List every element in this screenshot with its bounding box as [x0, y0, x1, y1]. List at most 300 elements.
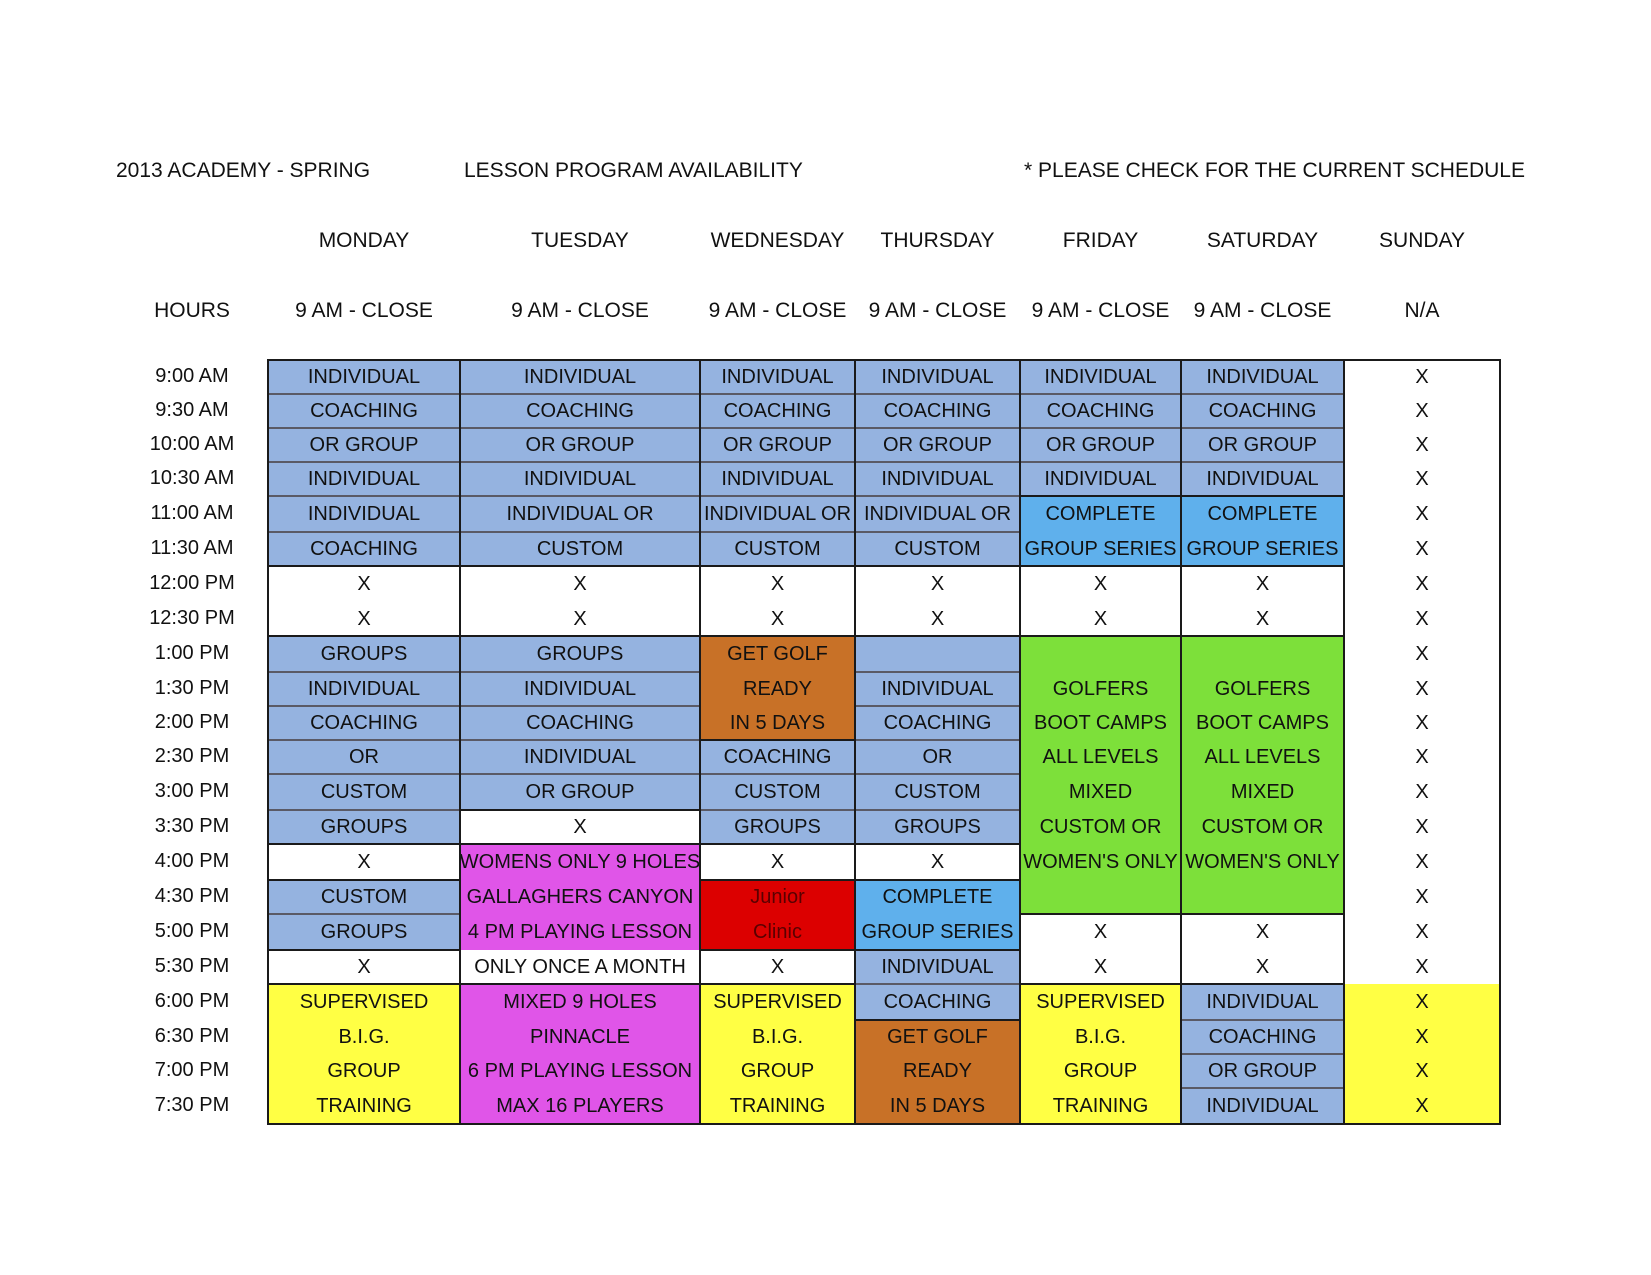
cell-text: COACHING: [883, 990, 992, 1013]
cell-text: COACHING: [883, 711, 992, 734]
schedule-cell: [460, 810, 700, 844]
schedule-cell: [1020, 566, 1181, 602]
cell-text: X: [1415, 920, 1429, 943]
schedule-cell: [855, 462, 1020, 496]
schedule-cell: [460, 462, 700, 496]
time-label: 4:30 PM: [154, 885, 230, 907]
schedule-cell: [268, 880, 460, 914]
schedule-cell: [700, 1020, 855, 1054]
cell-text: INDIVIDUAL: [1044, 467, 1157, 490]
day-header-tuesday: TUESDAY: [531, 229, 629, 252]
hours-label: HOURS: [154, 299, 230, 322]
schedule-cell: [268, 774, 460, 810]
cell-text: OR GROUP: [1208, 1059, 1317, 1082]
row-divider: [268, 427, 460, 429]
cell-text: 4 PM PLAYING LESSON: [467, 920, 693, 943]
schedule-cell: [460, 984, 700, 1020]
schedule-cell: [1181, 566, 1344, 602]
time-label: 1:30 PM: [154, 677, 230, 699]
cell-text: INDIVIDUAL: [307, 467, 421, 490]
cell-text: X: [1415, 1059, 1429, 1082]
cell-text: X: [357, 607, 371, 630]
cell-text: OR GROUP: [1208, 433, 1317, 456]
cell-text: INDIVIDUAL: [1206, 1094, 1319, 1117]
schedule-cell: [1344, 428, 1500, 462]
schedule-cell: [1344, 1020, 1500, 1054]
cell-text: X: [1415, 365, 1429, 388]
page-subtitle: LESSON PROGRAM AVAILABILITY: [464, 159, 803, 182]
row-divider: [855, 427, 1020, 429]
schedule-cell: [268, 602, 460, 636]
row-divider: [460, 461, 700, 463]
cell-text: X: [1415, 642, 1429, 665]
time-label: 9:30 AM: [155, 399, 229, 421]
cell-text: COMPLETE: [882, 885, 993, 908]
schedule-cell: [1344, 1054, 1500, 1088]
schedule-cell: [268, 914, 460, 950]
cell-text: ALL LEVELS: [1204, 745, 1321, 768]
schedule-cell: [1181, 428, 1344, 462]
cell-text: GROUPS: [536, 642, 624, 665]
cell-text: X: [573, 815, 587, 838]
cell-text: COACHING: [1208, 1025, 1317, 1048]
schedule-cell: [1344, 740, 1500, 774]
schedule-cell: [1020, 950, 1181, 984]
schedule-cell: [1020, 1020, 1181, 1054]
schedule-cell: [1181, 462, 1344, 496]
cell-text: READY: [903, 1059, 972, 1082]
schedule-cell: [460, 496, 700, 532]
schedule-cell: [460, 740, 700, 774]
schedule-cell: [700, 566, 855, 602]
schedule-cell: [268, 566, 460, 602]
day-header-wednesday: WEDNESDAY: [710, 229, 845, 252]
cell-text: WOMENS ONLY 9 HOLES: [460, 850, 700, 873]
cell-text: X: [1415, 677, 1429, 700]
cell-text: X: [1415, 1025, 1429, 1048]
cell-text: X: [1415, 433, 1429, 456]
schedule-cell: [460, 1088, 700, 1124]
schedule-cell: [460, 636, 700, 672]
schedule-cell: [700, 636, 855, 672]
cell-text: COACHING: [1208, 399, 1317, 422]
schedule-cell: [1181, 1088, 1344, 1124]
schedule-cell: [700, 602, 855, 636]
schedule-cell: [1020, 636, 1181, 672]
schedule-cell: [268, 1054, 460, 1088]
schedule-cell: [855, 636, 1020, 672]
row-divider: [268, 461, 460, 463]
cell-text: COACHING: [310, 399, 418, 422]
cell-text: COACHING: [1046, 399, 1155, 422]
day-hours-thursday: 9 AM - CLOSE: [868, 299, 1007, 322]
cell-text: GROUPS: [320, 815, 408, 838]
schedule-cell: [855, 1088, 1020, 1124]
cell-text: X: [1093, 920, 1108, 943]
cell-text: X: [1255, 955, 1270, 978]
schedule-cell: [1020, 774, 1181, 810]
row-divider: [855, 393, 1020, 395]
day-hours-tuesday: 9 AM - CLOSE: [511, 299, 649, 322]
day-header-saturday: SATURDAY: [1206, 229, 1319, 252]
cell-text: INDIVIDUAL OR: [506, 502, 654, 525]
schedule-cell: [855, 810, 1020, 844]
schedule-cell: [1181, 360, 1344, 394]
time-label: 3:30 PM: [154, 815, 230, 837]
schedule-cell: [1344, 984, 1500, 1020]
schedule-cell: [700, 672, 855, 706]
schedule-cell: [1344, 532, 1500, 566]
schedule-cell: [268, 360, 460, 394]
cell-text: GALLAGHERS CANYON: [466, 885, 694, 908]
cell-text: X: [1415, 850, 1429, 873]
row-divider: [460, 531, 700, 533]
cell-text: X: [1093, 572, 1108, 595]
row-divider: [268, 705, 460, 707]
row-divider: [700, 427, 855, 429]
schedule-cell: [1020, 394, 1181, 428]
time-label: 7:30 PM: [154, 1094, 230, 1116]
cell-text: GROUP: [327, 1059, 401, 1082]
schedule-cell: [268, 462, 460, 496]
cell-text: INDIVIDUAL: [881, 677, 994, 700]
schedule-cell: [1020, 810, 1181, 844]
row-divider: [268, 913, 460, 915]
schedule-cell: [855, 566, 1020, 602]
cell-text: READY: [743, 677, 812, 700]
schedule-cell: [1181, 496, 1344, 532]
cell-text: CUSTOM: [894, 537, 981, 560]
schedule-cell: [855, 774, 1020, 810]
schedule-cell: [1181, 880, 1344, 914]
cell-text: INDIVIDUAL: [881, 955, 994, 978]
cell-text: X: [930, 607, 945, 630]
schedule-cell: [700, 532, 855, 566]
cell-text: X: [1415, 745, 1429, 768]
schedule-cell: [855, 984, 1020, 1020]
schedule-cell: [268, 496, 460, 532]
cell-text: OR GROUP: [525, 433, 635, 456]
row-divider: [855, 809, 1020, 811]
schedule-cell: [1181, 844, 1344, 880]
day-header-sunday: SUNDAY: [1379, 229, 1465, 252]
cell-text: X: [1415, 711, 1429, 734]
row-divider: [855, 495, 1020, 497]
row-divider: [855, 531, 1020, 533]
cell-text: X: [573, 607, 587, 630]
row-divider: [268, 393, 460, 395]
schedule-cell: [700, 1088, 855, 1124]
cell-text: X: [357, 850, 371, 873]
schedule-cell: [1344, 394, 1500, 428]
cell-text: GROUP SERIES: [861, 920, 1014, 943]
cell-text: X: [1255, 607, 1270, 630]
schedule-cell: [268, 636, 460, 672]
cell-text: IN 5 DAYS: [729, 711, 826, 734]
cell-text: INDIVIDUAL: [523, 745, 637, 768]
cell-text: INDIVIDUAL: [523, 365, 637, 388]
schedule-cell: [1344, 706, 1500, 740]
cell-text: INDIVIDUAL: [1044, 365, 1157, 388]
cell-text: GET GOLF: [887, 1025, 988, 1048]
cell-text: CUSTOM: [536, 537, 624, 560]
cell-text: WOMEN'S ONLY: [1023, 850, 1178, 873]
cell-text: INDIVIDUAL: [307, 365, 421, 388]
schedule-cell: [1020, 496, 1181, 532]
cell-text: CUSTOM: [894, 780, 981, 803]
cell-text: SUPERVISED: [1036, 990, 1165, 1013]
cell-text: BOOT CAMPS: [1196, 711, 1329, 734]
schedule-cell: [1020, 880, 1181, 914]
cell-text: MIXED: [1068, 780, 1133, 803]
row-divider: [700, 393, 855, 395]
schedule-cell: [1344, 462, 1500, 496]
day-hours-sunday: N/A: [1404, 299, 1440, 322]
row-divider: [855, 705, 1020, 707]
row-divider: [1020, 393, 1181, 395]
cell-text: INDIVIDUAL: [721, 365, 834, 388]
schedule-cell: [460, 950, 700, 984]
cell-text: X: [1415, 1094, 1429, 1117]
cell-text: TRAINING: [316, 1094, 412, 1117]
cell-text: INDIVIDUAL: [881, 467, 994, 490]
cell-text: GOLFERS: [1214, 677, 1311, 700]
row-divider: [268, 531, 460, 533]
cell-text: X: [1093, 955, 1108, 978]
schedule-cell: [1344, 880, 1500, 914]
time-label: 12:00 PM: [149, 572, 235, 594]
schedule-cell: [1181, 706, 1344, 740]
row-divider: [1181, 461, 1344, 463]
schedule-cell: [1181, 740, 1344, 774]
row-divider: [855, 739, 1020, 741]
cell-text: X: [1093, 607, 1108, 630]
row-divider: [268, 739, 460, 741]
time-label: 11:30 AM: [150, 537, 234, 559]
schedule-cell: [268, 394, 460, 428]
cell-text: X: [770, 955, 785, 978]
schedule-cell: [1181, 394, 1344, 428]
time-label: 1:00 PM: [154, 642, 230, 664]
cell-text: OR GROUP: [883, 433, 992, 456]
schedule-cell: [1020, 428, 1181, 462]
schedule-cell: [460, 602, 700, 636]
cell-text: X: [573, 572, 587, 595]
schedule-cell: [268, 844, 460, 880]
schedule-cell: [268, 810, 460, 844]
schedule-cell: [1344, 602, 1500, 636]
schedule-cell: [700, 360, 855, 394]
schedule-cell: [1344, 914, 1500, 950]
schedule-cell: [700, 394, 855, 428]
cell-text: COMPLETE: [1207, 502, 1318, 525]
cell-text: ONLY ONCE A MONTH: [474, 955, 686, 978]
row-divider: [855, 983, 1020, 985]
cell-text: GROUPS: [894, 815, 981, 838]
schedule-cell: [700, 428, 855, 462]
cell-text: COACHING: [310, 711, 418, 734]
cell-text: INDIVIDUAL: [1206, 990, 1319, 1013]
cell-text: X: [930, 572, 945, 595]
cell-text: GROUPS: [320, 920, 408, 943]
schedule-cell: [700, 462, 855, 496]
schedule-cell: [268, 740, 460, 774]
schedule-cell: [855, 672, 1020, 706]
time-label: 3:00 PM: [154, 780, 230, 802]
schedule-cell: [700, 740, 855, 774]
schedule-cell: [855, 706, 1020, 740]
schedule-cell: [1181, 984, 1344, 1020]
cell-text: GROUPS: [320, 642, 408, 665]
cell-text: IN 5 DAYS: [889, 1094, 986, 1117]
row-divider: [855, 461, 1020, 463]
cell-text: OR: [922, 745, 953, 768]
schedule-cell: [700, 880, 855, 914]
cell-text: X: [1415, 990, 1429, 1013]
schedule-cell: [460, 1020, 700, 1054]
schedule-cell: [855, 844, 1020, 880]
time-label: 2:00 PM: [154, 711, 230, 733]
time-label: 7:00 PM: [154, 1059, 230, 1081]
schedule-cell: [1344, 566, 1500, 602]
schedule-cell: [1344, 636, 1500, 672]
cell-text: COACHING: [723, 399, 832, 422]
cell-text: COACHING: [526, 399, 634, 422]
cell-text: INDIVIDUAL: [1206, 365, 1319, 388]
time-label: 4:00 PM: [154, 850, 230, 872]
schedule-cell: [700, 844, 855, 880]
schedule-cell: [1344, 774, 1500, 810]
cell-text: PINNACLE: [529, 1025, 631, 1048]
time-label: 5:30 PM: [154, 955, 230, 977]
schedule-cell: [1344, 496, 1500, 532]
schedule-cell: [700, 914, 855, 950]
cell-text: X: [357, 572, 371, 595]
day-header-thursday: THURSDAY: [880, 229, 995, 252]
schedule-cell: [855, 496, 1020, 532]
schedule-cell: [1181, 1054, 1344, 1088]
schedule-cell: [700, 810, 855, 844]
schedule-cell: [1020, 984, 1181, 1020]
schedule-cell: [1344, 950, 1500, 984]
schedule-cell: [1344, 672, 1500, 706]
cell-text: INDIVIDUAL: [523, 677, 637, 700]
row-divider: [1181, 427, 1344, 429]
cell-text: B.I.G.: [338, 1025, 390, 1048]
schedule-cell: [700, 950, 855, 984]
schedule-cell: [460, 914, 700, 950]
row-divider: [460, 393, 700, 395]
cell-text: SUPERVISED: [299, 990, 429, 1013]
cell-text: OR: [349, 745, 379, 768]
cell-text: WOMEN'S ONLY: [1185, 850, 1340, 873]
cell-text: BOOT CAMPS: [1034, 711, 1167, 734]
schedule-cell: [460, 774, 700, 810]
row-divider: [460, 739, 700, 741]
schedule-cell: [1020, 532, 1181, 566]
schedule-cell: [1020, 360, 1181, 394]
cell-text: MAX 16 PLAYERS: [496, 1094, 664, 1117]
schedule-cell: [1020, 706, 1181, 740]
schedule-cell: [268, 532, 460, 566]
schedule-cell: [1181, 1020, 1344, 1054]
schedule-cell: [460, 394, 700, 428]
schedule-cell: [268, 984, 460, 1020]
cell-text: Junior: [750, 885, 805, 908]
cell-text: INDIVIDUAL: [307, 677, 421, 700]
cell-text: ALL LEVELS: [1042, 745, 1159, 768]
schedule-cell: [855, 602, 1020, 636]
schedule-cell: [460, 1054, 700, 1088]
schedule-cell: [1020, 740, 1181, 774]
schedule-cell: [700, 706, 855, 740]
schedule-cell: [1344, 1088, 1500, 1124]
cell-text: X: [1415, 815, 1429, 838]
schedule-cell: [460, 566, 700, 602]
cell-text: CUSTOM: [734, 780, 821, 803]
time-label: 10:00 AM: [149, 433, 235, 455]
schedule-cell: [855, 950, 1020, 984]
cell-text: B.I.G.: [1074, 1025, 1127, 1048]
row-divider: [855, 773, 1020, 775]
cell-text: INDIVIDUAL: [523, 467, 637, 490]
schedule-cell: [1181, 636, 1344, 672]
schedule-cell: [855, 740, 1020, 774]
page-title: 2013 ACADEMY - SPRING: [116, 159, 371, 182]
cell-text: X: [770, 572, 785, 595]
schedule-cell: [460, 672, 700, 706]
cell-text: X: [1415, 467, 1429, 490]
row-divider: [700, 531, 855, 533]
cell-text: X: [1415, 780, 1429, 803]
schedule-cell: [855, 1020, 1020, 1054]
time-label: 10:30 AM: [149, 467, 235, 489]
cell-text: INDIVIDUAL: [721, 467, 834, 490]
schedule-cell: [1344, 844, 1500, 880]
schedule-cell: [268, 706, 460, 740]
row-divider: [268, 671, 460, 673]
schedule-cell: [268, 428, 460, 462]
cell-text: COACHING: [883, 399, 992, 422]
cell-text: OR GROUP: [309, 433, 419, 456]
cell-text: 6 PM PLAYING LESSON: [467, 1059, 693, 1082]
cell-text: MIXED 9 HOLES: [503, 990, 657, 1013]
cell-text: X: [357, 955, 371, 978]
row-divider: [700, 495, 855, 497]
day-header-friday: FRIDAY: [1062, 229, 1139, 252]
schedule-note: * PLEASE CHECK FOR THE CURRENT SCHEDULE: [1024, 159, 1525, 182]
cell-text: INDIVIDUAL OR: [863, 502, 1012, 525]
row-divider: [700, 461, 855, 463]
schedule-cell: [855, 1054, 1020, 1088]
cell-text: COACHING: [310, 537, 418, 560]
cell-text: INDIVIDUAL: [1206, 467, 1319, 490]
schedule-cell: [1020, 602, 1181, 636]
schedule-cell: [1020, 462, 1181, 496]
row-divider: [700, 809, 855, 811]
schedule-cell: [460, 880, 700, 914]
time-label: 11:00 AM: [150, 502, 234, 524]
cell-text: X: [1255, 920, 1270, 943]
schedule-cell: [700, 1054, 855, 1088]
row-divider: [460, 495, 700, 497]
schedule-cell: [460, 428, 700, 462]
cell-text: OR GROUP: [525, 780, 635, 803]
cell-text: INDIVIDUAL: [881, 365, 994, 388]
day-hours-wednesday: 9 AM - CLOSE: [708, 299, 847, 322]
cell-text: OR GROUP: [723, 433, 832, 456]
schedule-cell: [1020, 1088, 1181, 1124]
